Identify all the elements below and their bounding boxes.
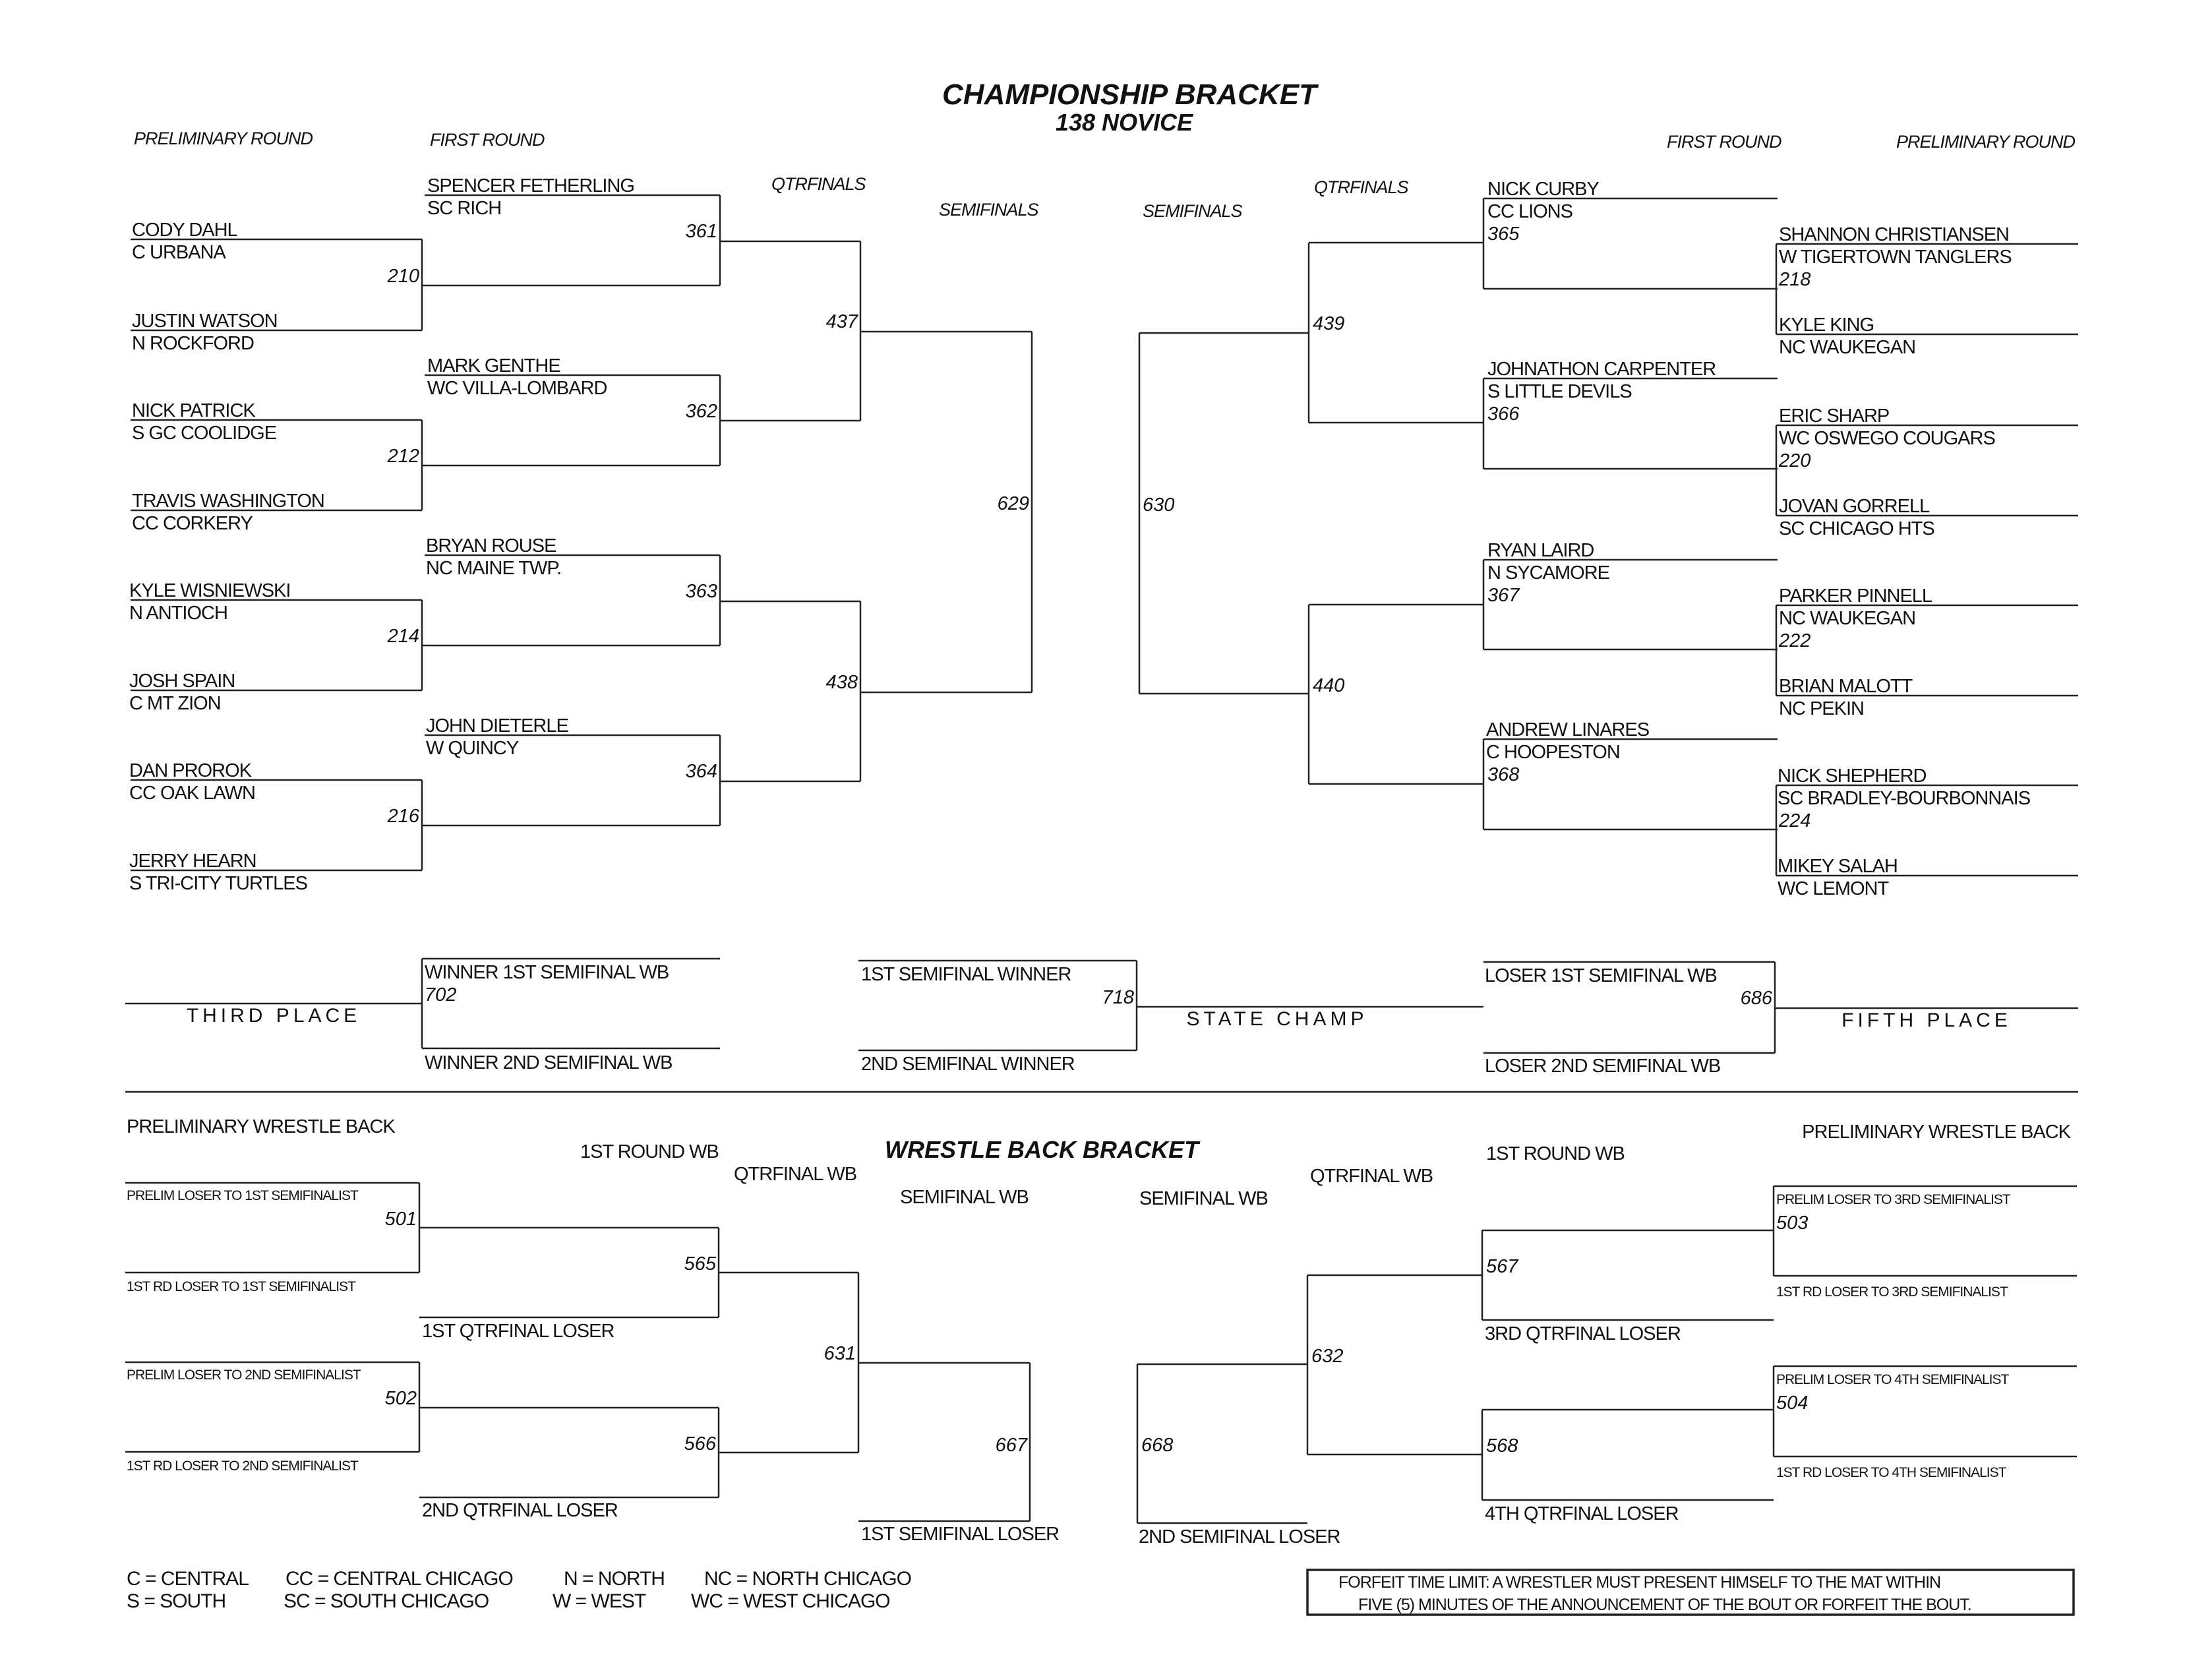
wrestler-name: JOHN DIETERLE <box>426 715 568 736</box>
wrestler-name: JUSTIN WATSON <box>132 311 278 332</box>
bout-number: 364 <box>685 761 717 782</box>
wb-slot-label: 1ST RD LOSER TO 3RD SEMIFINALIST <box>1776 1284 2008 1300</box>
wrestler-team: N SYCAMORE <box>1487 562 1609 584</box>
fifth-place-label: FIFTH PLACE <box>1841 1009 2012 1031</box>
wb-slot-label: PRELIM LOSER TO 3RD SEMIFINALIST <box>1776 1192 2010 1207</box>
bout-number: 367 <box>1487 585 1520 606</box>
legend-item: NC = NORTH CHICAGO <box>704 1568 911 1590</box>
wrestler-name: BRYAN ROUSE <box>426 535 556 556</box>
wb-slot-label: 1ST RD LOSER TO 1ST SEMIFINALIST <box>127 1279 355 1294</box>
bout-number: 629 <box>997 493 1029 514</box>
bout-number: 365 <box>1487 224 1520 245</box>
wrestler-name: KYLE KING <box>1779 315 1874 336</box>
bout-number: 224 <box>1779 810 1811 831</box>
bout-number: 437 <box>825 311 858 332</box>
wrestler-name: PARKER PINNELL <box>1779 585 1932 607</box>
label-semi-right: SEMIFINALS <box>1143 201 1242 221</box>
weight-class: 138 NOVICE <box>1055 109 1193 136</box>
wrestler-name: KYLE WISNIEWSKI <box>129 580 291 601</box>
right-first-round <box>1483 179 1778 829</box>
label-qtr-wb-left: QTRFINAL WB <box>734 1164 857 1185</box>
wrestler-name: JOVAN GORRELL <box>1779 496 1930 517</box>
label-first-wb-left: 1ST ROUND WB <box>580 1141 719 1162</box>
fifth-place-bout <box>1483 962 2078 1077</box>
bout-number: 362 <box>685 401 717 422</box>
champ-bottom-label: 2ND SEMIFINAL WINNER <box>861 1054 1075 1075</box>
bout-number: 220 <box>1779 450 1811 471</box>
bout-number: 363 <box>685 581 717 602</box>
label-first-left: FIRST ROUND <box>430 130 545 150</box>
bout-number: 568 <box>1486 1435 1518 1456</box>
bout-number: 566 <box>684 1433 716 1455</box>
third-top-label: WINNER 1ST SEMIFINAL WB <box>425 962 669 983</box>
legend-item: S = SOUTH <box>127 1590 226 1612</box>
bout-number: 503 <box>1776 1213 1809 1234</box>
wrestler-team: WC VILLA-LOMBARD <box>427 378 607 399</box>
bout-number: 439 <box>1313 313 1345 334</box>
wrestler-team: S GC COOLIDGE <box>132 423 277 444</box>
bout-number: 702 <box>425 984 457 1005</box>
label-qtr-right: QTRFINALS <box>1314 177 1408 197</box>
wrestler-team: N ANTIOCH <box>129 603 227 624</box>
wrestler-team: NC PEKIN <box>1779 698 1864 719</box>
bout-number: 438 <box>825 672 858 693</box>
wb-slot-label: 1ST RD LOSER TO 4TH SEMIFINALIST <box>1776 1465 2006 1480</box>
wrestler-name: BRIAN MALOTT <box>1779 676 1913 697</box>
label-qtr-wb-right: QTRFINAL WB <box>1310 1166 1433 1187</box>
wrestler-name: SPENCER FETHERLING <box>427 175 634 196</box>
wrestler-name: JOSH SPAIN <box>129 671 235 692</box>
wrestler-team: NC MAINE TWP. <box>426 558 562 579</box>
wb-slot-label: PRELIM LOSER TO 4TH SEMIFINALIST <box>1776 1372 2009 1387</box>
wb-right-first-round <box>1482 1230 1774 1524</box>
wb-left-qtr-semi <box>719 1273 1059 1545</box>
wrestler-team: C HOOPESTON <box>1486 742 1620 763</box>
bout-number: 686 <box>1740 988 1772 1009</box>
wrestler-team: S TRI-CITY TURTLES <box>129 873 307 894</box>
wrestler-team: WC OSWEGO COUGARS <box>1779 428 1995 449</box>
region-legend <box>127 1568 911 1612</box>
bout-number: 504 <box>1776 1393 1809 1414</box>
bout-number: 361 <box>685 221 717 242</box>
wrestler-name: JOHNATHON CARPENTER <box>1487 359 1716 380</box>
wrestler-team: C URBANA <box>132 242 225 263</box>
wrestler-name: JERRY HEARN <box>129 851 256 872</box>
wrestler-team: S LITTLE DEVILS <box>1487 381 1632 402</box>
legend-item: CC = CENTRAL CHICAGO <box>285 1568 513 1590</box>
wrestler-team: W TIGERTOWN TANGLERS <box>1779 247 2012 268</box>
legend-item: WC = WEST CHICAGO <box>691 1590 890 1612</box>
label-first-wb-right: 1ST ROUND WB <box>1486 1143 1625 1164</box>
right-semi-qtr <box>1139 243 1483 784</box>
third-bottom-label: WINNER 2ND SEMIFINAL WB <box>425 1052 673 1073</box>
state-champ-bout <box>858 961 1483 1075</box>
bout-number: 212 <box>387 446 419 467</box>
wrestler-team: WC LEMONT <box>1778 878 1889 899</box>
left-qtr-semi <box>720 241 1032 781</box>
wrestler-team: SC BRADLEY-BOURBONNAIS <box>1778 788 2031 809</box>
label-prelim-right: PRELIMINARY ROUND <box>1896 132 2076 152</box>
label-semi-wb-right: SEMIFINAL WB <box>1139 1188 1268 1209</box>
wrestler-team: N ROCKFORD <box>132 333 254 354</box>
bout-number: 368 <box>1487 764 1520 785</box>
fifth-top-label: LOSER 1ST SEMIFINAL WB <box>1485 965 1717 986</box>
wrestler-name: SHANNON CHRISTIANSEN <box>1779 224 2009 245</box>
wb-slot-label: 1ST RD LOSER TO 2ND SEMIFINALIST <box>127 1458 358 1474</box>
wb-slot-label: 1ST QTRFINAL LOSER <box>422 1321 614 1342</box>
wrestleback-title: WRESTLE BACK BRACKET <box>885 1136 1199 1163</box>
forfeit-line-1: FORFEIT TIME LIMIT: A WRESTLER MUST PRESENT HIMSELF TO THE MAT WITHIN <box>1338 1573 1941 1592</box>
forfeit-line-2: FIVE (5) MINUTES OF THE ANNOUNCEMENT OF THE BOUT OR FORFEIT THE BOUT. <box>1358 1596 1971 1614</box>
wrestler-name: MARK GENTHE <box>427 355 560 376</box>
left-first-round <box>422 175 720 825</box>
legend-item: SC = SOUTH CHICAGO <box>284 1590 489 1612</box>
wrestler-name: ERIC SHARP <box>1779 405 1890 427</box>
bout-number: 718 <box>1102 987 1134 1008</box>
wrestler-name: MIKEY SALAH <box>1778 856 1898 877</box>
bout-number: 631 <box>823 1343 856 1364</box>
wb-right-prelim <box>1774 1186 2077 1480</box>
bout-number: 501 <box>384 1209 417 1230</box>
bout-number: 218 <box>1779 269 1811 290</box>
wb-right-semi-qtr <box>1137 1275 1482 1547</box>
fifth-bottom-label: LOSER 2ND SEMIFINAL WB <box>1485 1056 1721 1077</box>
bout-number: 214 <box>387 626 419 647</box>
third-place-label: THIRD PLACE <box>186 1005 361 1027</box>
legend-item: C = CENTRAL <box>127 1568 249 1590</box>
right-prelim-round <box>1776 224 2078 899</box>
bout-number: 502 <box>384 1388 417 1409</box>
wrestler-name: TRAVIS WASHINGTON <box>132 491 324 512</box>
label-semi-wb-left: SEMIFINAL WB <box>900 1187 1029 1208</box>
bout-number: 567 <box>1486 1256 1518 1277</box>
wb-left-first-round <box>419 1228 719 1521</box>
wrestler-team: CC LIONS <box>1487 201 1572 222</box>
wrestler-team: SC RICH <box>427 198 502 219</box>
bout-number: 667 <box>995 1435 1027 1456</box>
forfeit-note <box>1307 1570 2074 1615</box>
wb-slot-label: 1ST SEMIFINAL LOSER <box>861 1524 1060 1545</box>
wrestler-team: C MT ZION <box>129 693 221 714</box>
bout-number: 632 <box>1311 1346 1344 1367</box>
wb-slot-label: 4TH QTRFINAL LOSER <box>1485 1503 1679 1524</box>
bout-number: 216 <box>387 806 419 827</box>
wrestler-team: NC WAUKEGAN <box>1779 608 1916 629</box>
label-qtr-left: QTRFINALS <box>771 174 866 194</box>
label-prelim-left: PRELIMINARY ROUND <box>134 129 313 148</box>
bout-number: 440 <box>1313 675 1345 696</box>
third-place-bout <box>125 959 720 1073</box>
bout-number: 668 <box>1141 1435 1174 1456</box>
wb-slot-label: 3RD QTRFINAL LOSER <box>1485 1323 1681 1344</box>
bout-number: 366 <box>1487 404 1520 425</box>
wrestler-team: CC CORKERY <box>132 513 253 534</box>
label-semi-left: SEMIFINALS <box>939 200 1038 220</box>
bout-number: 222 <box>1779 630 1811 651</box>
label-first-right: FIRST ROUND <box>1667 132 1781 152</box>
legend-item: W = WEST <box>553 1590 646 1612</box>
bout-number: 210 <box>387 266 419 287</box>
wb-slot-label: 2ND QTRFINAL LOSER <box>422 1500 618 1521</box>
bout-number: 630 <box>1143 495 1175 516</box>
wrestler-name: ANDREW LINARES <box>1486 719 1650 740</box>
left-prelim-round <box>129 220 422 894</box>
legend-item: N = NORTH <box>564 1568 665 1590</box>
wb-left-prelim <box>125 1183 419 1474</box>
wrestler-name: NICK SHEPHERD <box>1778 765 1927 787</box>
wrestler-name: CODY DAHL <box>132 220 237 241</box>
wrestler-name: NICK PATRICK <box>132 400 255 421</box>
wrestler-team: NC WAUKEGAN <box>1779 337 1916 358</box>
wb-slot-label: PRELIM LOSER TO 2ND SEMIFINALIST <box>127 1367 361 1383</box>
bout-number: 565 <box>684 1253 716 1275</box>
wrestler-team: W QUINCY <box>426 738 519 759</box>
state-champ-label: STATE CHAMP <box>1186 1008 1368 1030</box>
wrestler-name: RYAN LAIRD <box>1487 540 1594 561</box>
bracket-title: CHAMPIONSHIP BRACKET <box>942 78 1317 111</box>
wrestler-name: NICK CURBY <box>1487 179 1599 200</box>
wb-slot-label: PRELIM LOSER TO 1ST SEMIFINALIST <box>127 1188 358 1203</box>
label-prelim-wb-right: PRELIMINARY WRESTLE BACK <box>1802 1122 2070 1143</box>
label-prelim-wb-left: PRELIMINARY WRESTLE BACK <box>127 1116 395 1137</box>
wb-slot-label: 2ND SEMIFINAL LOSER <box>1139 1526 1340 1547</box>
wrestler-team: SC CHICAGO HTS <box>1779 518 1934 539</box>
champ-top-label: 1ST SEMIFINAL WINNER <box>861 964 1071 985</box>
wrestler-team: CC OAK LAWN <box>129 783 255 804</box>
wrestler-name: DAN PROROK <box>129 760 251 781</box>
